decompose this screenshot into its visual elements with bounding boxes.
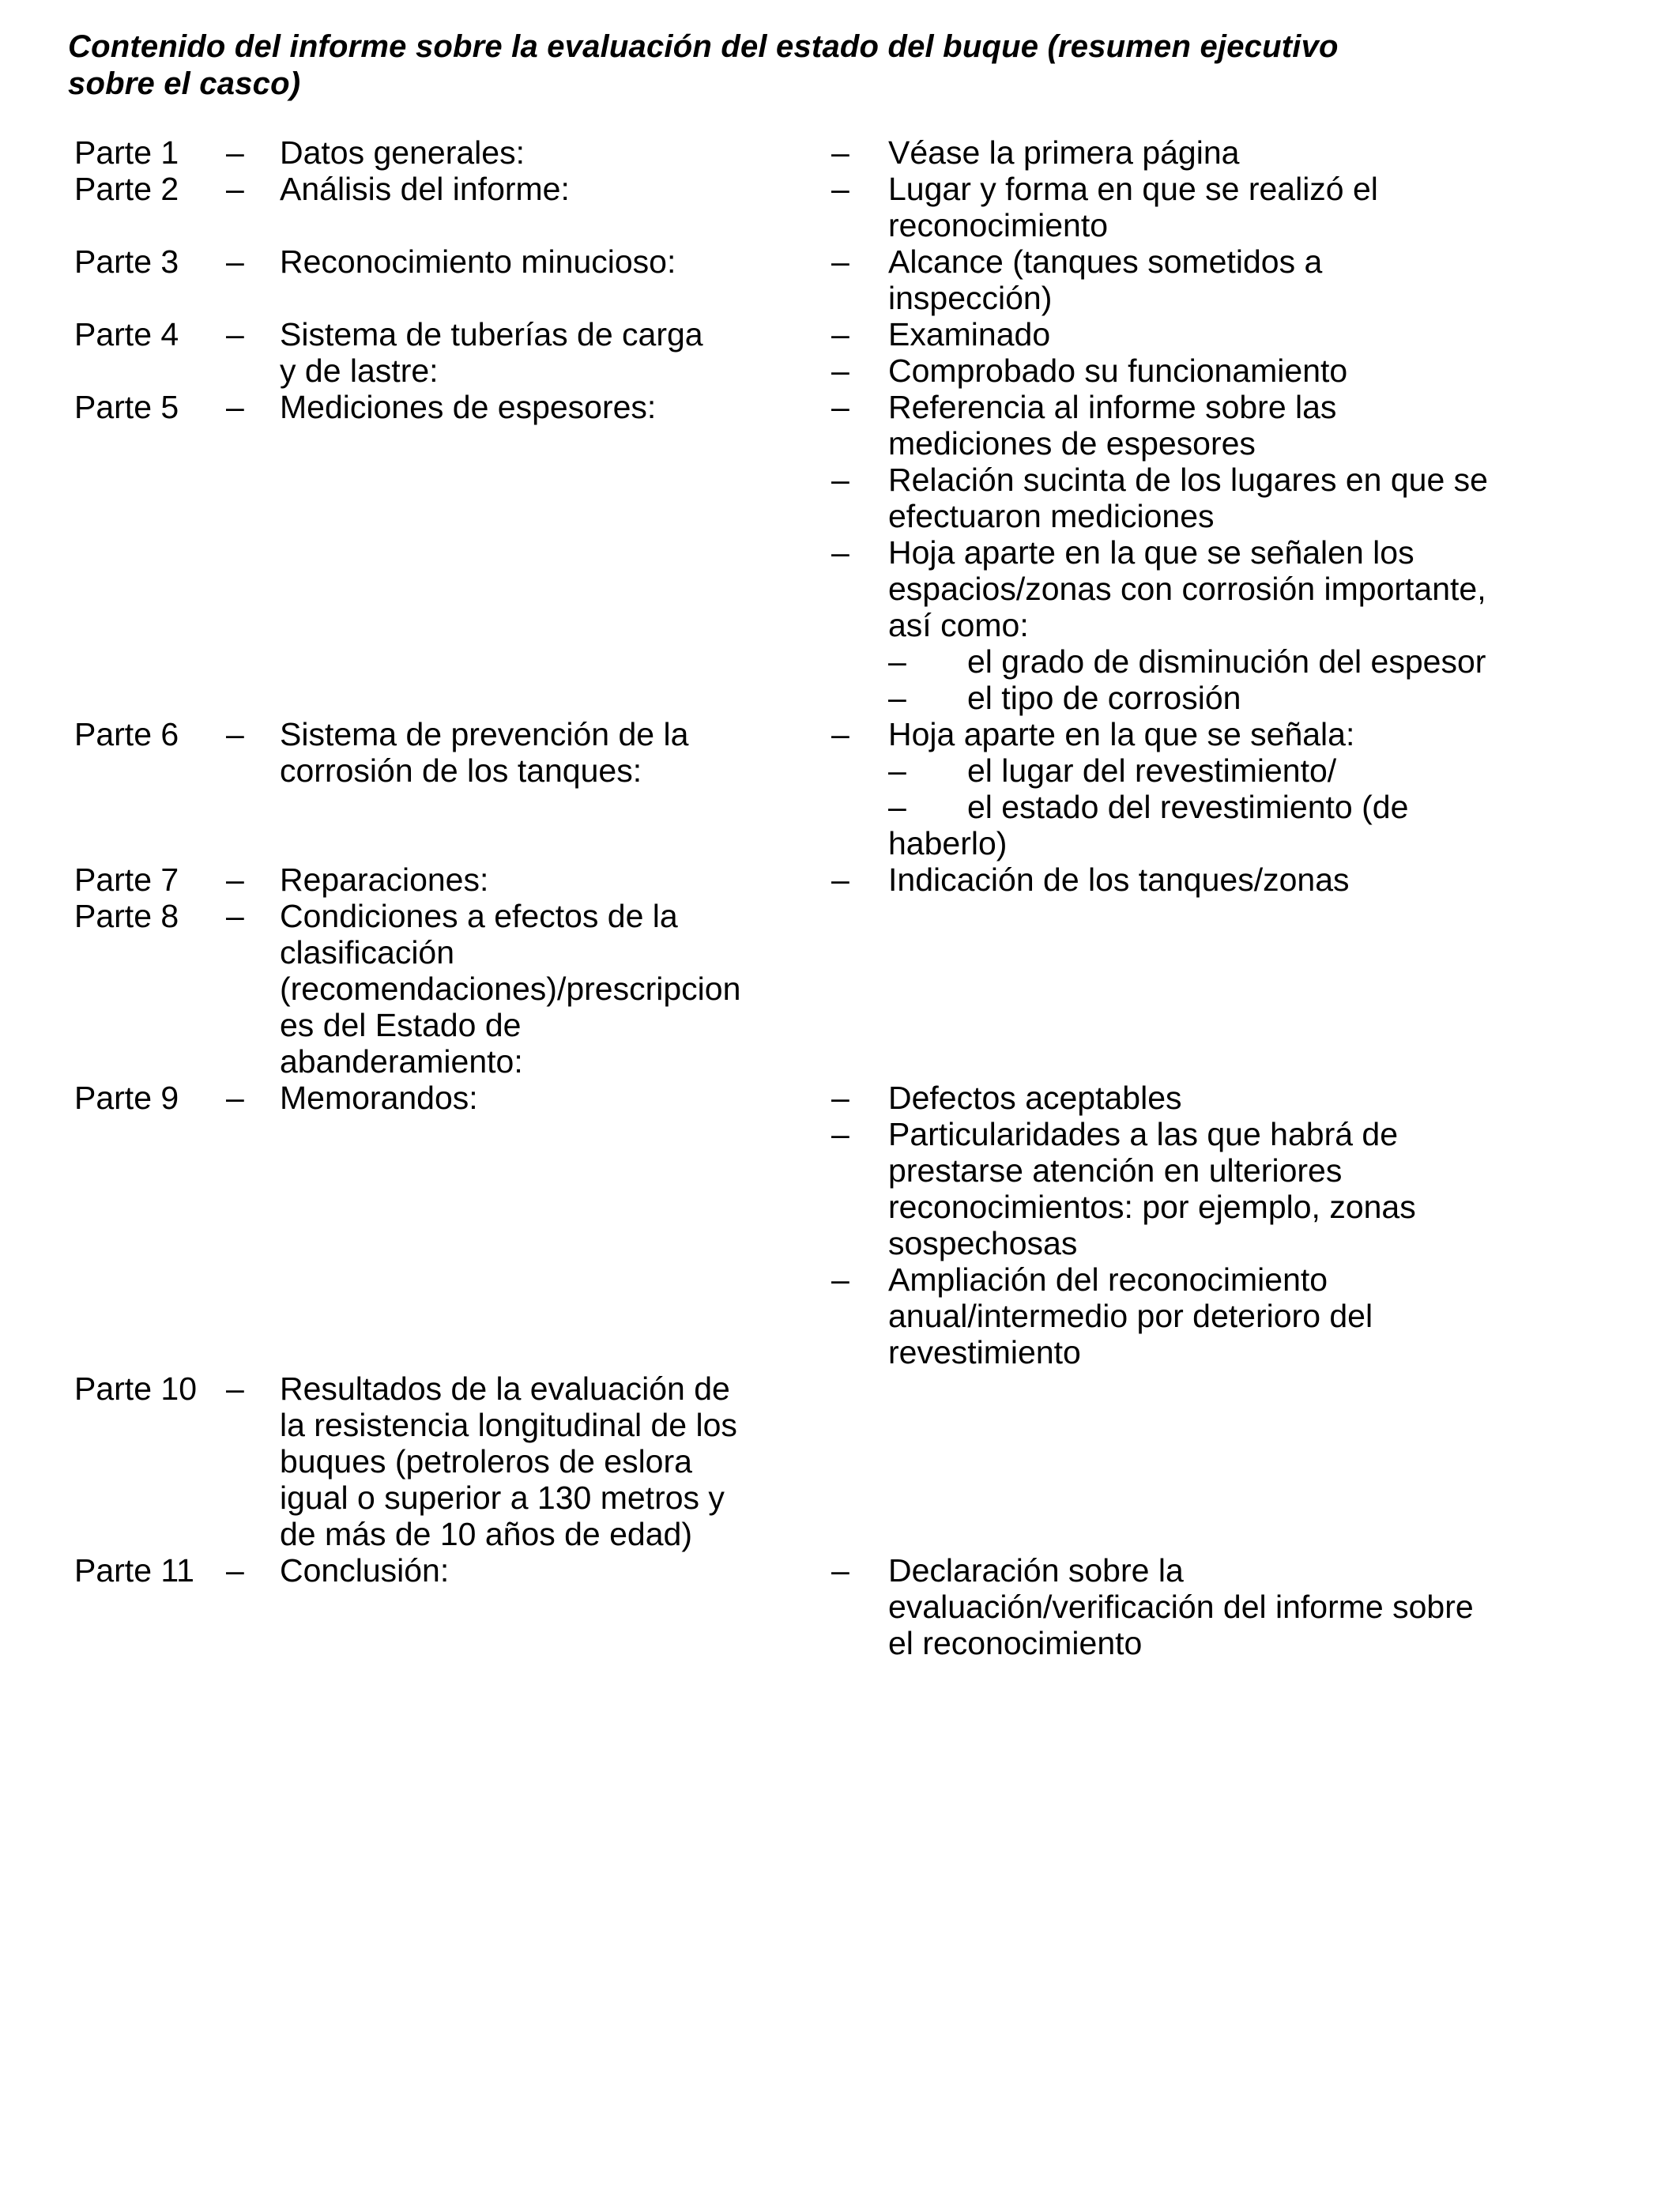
- part-number: Parte 4: [74, 316, 179, 352]
- bullet-dash: –: [831, 462, 849, 498]
- list-item: [831, 243, 1645, 316]
- list-item: [831, 1116, 1645, 1261]
- item-line: Indicación de los tanques/zonas: [888, 861, 1350, 898]
- item-line: inspección): [888, 280, 1053, 316]
- item-line: el estado del revestimiento (de: [967, 789, 1409, 825]
- bullet-dash: –: [831, 716, 849, 752]
- section-items: [831, 243, 1645, 316]
- item-line: el lugar del revestimiento/: [967, 752, 1337, 789]
- label-line: Reconocimiento minucioso:: [280, 243, 676, 280]
- table-row: [0, 316, 1680, 389]
- part-number: Parte 10: [74, 1370, 197, 1407]
- bullet-dash: –: [831, 861, 849, 898]
- label-line: clasificación: [280, 934, 455, 971]
- label-line: abanderamiento:: [280, 1043, 523, 1080]
- label-line: corrosión de los tanques:: [280, 752, 642, 789]
- table-row: [0, 861, 1680, 898]
- list-item: [831, 1261, 1645, 1370]
- separator-dash: –: [226, 171, 244, 207]
- list-item: [831, 825, 1645, 861]
- table-row: [0, 243, 1680, 316]
- list-item: [831, 534, 1645, 643]
- contents-table: [0, 134, 1680, 1661]
- separator-dash: –: [226, 316, 244, 352]
- list-item: [831, 171, 1645, 243]
- label-line: buques (petroleros de eslora: [280, 1443, 692, 1480]
- section-label: [280, 316, 801, 389]
- item-line: el grado de disminución del espesor: [967, 643, 1486, 680]
- sub-list-item: [831, 680, 1645, 716]
- label-line: la resistencia longitudinal de los: [280, 1407, 737, 1443]
- item-line: así como:: [888, 607, 1029, 643]
- list-item: [831, 1552, 1645, 1661]
- label-line: de más de 10 años de edad): [280, 1516, 692, 1552]
- item-line: mediciones de espesores: [888, 425, 1256, 462]
- item-line: Hoja aparte en la que se señala:: [888, 716, 1355, 752]
- bullet-dash: –: [888, 643, 906, 680]
- list-item: [831, 716, 1645, 752]
- item-line: sospechosas: [888, 1225, 1078, 1261]
- bullet-dash: –: [831, 352, 849, 389]
- separator-dash: –: [226, 716, 244, 752]
- bullet-dash: –: [831, 243, 849, 280]
- section-label: [280, 898, 801, 1080]
- table-row: [0, 389, 1680, 716]
- item-line: Declaración sobre la: [888, 1552, 1184, 1589]
- label-line: igual o superior a 130 metros y: [280, 1480, 725, 1516]
- item-line: reconocimientos: por ejemplo, zonas: [888, 1189, 1416, 1225]
- list-item: [831, 1080, 1645, 1116]
- label-line: Resultados de la evaluación de: [280, 1370, 730, 1407]
- separator-dash: –: [226, 243, 244, 280]
- sub-list-item: [831, 789, 1645, 825]
- list-item: [831, 389, 1645, 462]
- section-label: [280, 134, 801, 171]
- part-number: Parte 9: [74, 1080, 179, 1116]
- bullet-dash: –: [831, 134, 849, 171]
- bullet-dash: –: [888, 789, 906, 825]
- section-label: [280, 171, 801, 207]
- item-line: el reconocimiento: [888, 1625, 1143, 1661]
- list-item: [831, 462, 1645, 534]
- bullet-dash: –: [831, 534, 849, 571]
- section-label: [280, 1370, 801, 1552]
- section-label: [280, 861, 801, 898]
- table-row: [0, 1370, 1680, 1552]
- item-line: Defectos aceptables: [888, 1080, 1182, 1116]
- label-line: Sistema de prevención de la: [280, 716, 689, 752]
- item-line: Véase la primera página: [888, 134, 1240, 171]
- item-line: Lugar y forma en que se realizó el: [888, 171, 1378, 207]
- item-line: Alcance (tanques sometidos a: [888, 243, 1323, 280]
- section-label: [280, 716, 801, 789]
- bullet-dash: –: [831, 316, 849, 352]
- label-line: Memorandos:: [280, 1080, 478, 1116]
- label-line: Mediciones de espesores:: [280, 389, 657, 425]
- section-items: [831, 716, 1645, 861]
- part-number: Parte 1: [74, 134, 179, 171]
- bullet-dash: –: [831, 1116, 849, 1152]
- item-line: Ampliación del reconocimiento: [888, 1261, 1328, 1298]
- bullet-dash: –: [831, 389, 849, 425]
- section-label: [280, 243, 801, 280]
- label-line: Reparaciones:: [280, 861, 489, 898]
- item-line: efectuaron mediciones: [888, 498, 1215, 534]
- sub-list-item: [831, 752, 1645, 789]
- part-number: Parte 7: [74, 861, 179, 898]
- section-items: [831, 1552, 1645, 1661]
- section-label: [280, 1552, 801, 1589]
- item-line: el tipo de corrosión: [967, 680, 1241, 716]
- section-items: [831, 389, 1645, 716]
- bullet-dash: –: [888, 680, 906, 716]
- item-line: prestarse atención en ulteriores: [888, 1152, 1343, 1189]
- section-items: [831, 171, 1645, 243]
- title-line: Contenido del informe sobre la evaluación del estado del buque (resumen ejecutivo: [68, 29, 1339, 64]
- table-row: [0, 134, 1680, 171]
- item-line: Referencia al informe sobre las: [888, 389, 1337, 425]
- separator-dash: –: [226, 134, 244, 171]
- table-row: [0, 1080, 1680, 1370]
- document-title: [68, 28, 1546, 103]
- list-item: [831, 134, 1645, 171]
- label-line: (recomendaciones)/prescripcion: [280, 971, 741, 1007]
- item-line: Examinado: [888, 316, 1051, 352]
- part-number: Parte 8: [74, 898, 179, 934]
- bullet-dash: –: [888, 752, 906, 789]
- label-line: Datos generales:: [280, 134, 525, 171]
- section-items: [831, 316, 1645, 389]
- item-line: Relación sucinta de los lugares en que se: [888, 462, 1488, 498]
- list-item: [831, 316, 1645, 352]
- label-line: es del Estado de: [280, 1007, 522, 1043]
- section-label: [280, 389, 801, 425]
- table-row: [0, 171, 1680, 243]
- bullet-dash: –: [831, 1552, 849, 1589]
- separator-dash: –: [226, 898, 244, 934]
- table-row: [0, 898, 1680, 1080]
- label-line: Condiciones a efectos de la: [280, 898, 678, 934]
- separator-dash: –: [226, 1370, 244, 1407]
- item-line: Hoja aparte en la que se señalen los: [888, 534, 1414, 571]
- separator-dash: –: [226, 389, 244, 425]
- item-line: reconocimiento: [888, 207, 1109, 243]
- separator-dash: –: [226, 861, 244, 898]
- table-row: [0, 1552, 1680, 1661]
- table-row: [0, 716, 1680, 861]
- label-line: Conclusión:: [280, 1552, 450, 1589]
- bullet-dash: –: [831, 171, 849, 207]
- part-number: Parte 3: [74, 243, 179, 280]
- item-line: Comprobado su funcionamiento: [888, 352, 1348, 389]
- item-line: revestimiento: [888, 1334, 1081, 1370]
- label-line: Análisis del informe:: [280, 171, 570, 207]
- separator-dash: –: [226, 1552, 244, 1589]
- sub-list-item: [831, 643, 1645, 680]
- item-line: anual/intermedio por deterioro del: [888, 1298, 1373, 1334]
- section-items: [831, 861, 1645, 898]
- item-line: evaluación/verificación del informe sobre: [888, 1589, 1474, 1625]
- item-line: haberlo): [888, 825, 1008, 861]
- list-item: [831, 861, 1645, 898]
- item-line: Particularidades a las que habrá de: [888, 1116, 1399, 1152]
- section-items: [831, 134, 1645, 171]
- part-number: Parte 5: [74, 389, 179, 425]
- part-number: Parte 2: [74, 171, 179, 207]
- item-line: espacios/zonas con corrosión importante,: [888, 571, 1486, 607]
- bullet-dash: –: [831, 1261, 849, 1298]
- title-line: sobre el casco): [68, 66, 301, 101]
- bullet-dash: –: [831, 1080, 849, 1116]
- label-line: Sistema de tuberías de carga: [280, 316, 703, 352]
- separator-dash: –: [226, 1080, 244, 1116]
- section-label: [280, 1080, 801, 1116]
- label-line: y de lastre:: [280, 352, 439, 389]
- part-number: Parte 6: [74, 716, 179, 752]
- list-item: [831, 352, 1645, 389]
- part-number: Parte 11: [74, 1552, 194, 1589]
- section-items: [831, 1080, 1645, 1370]
